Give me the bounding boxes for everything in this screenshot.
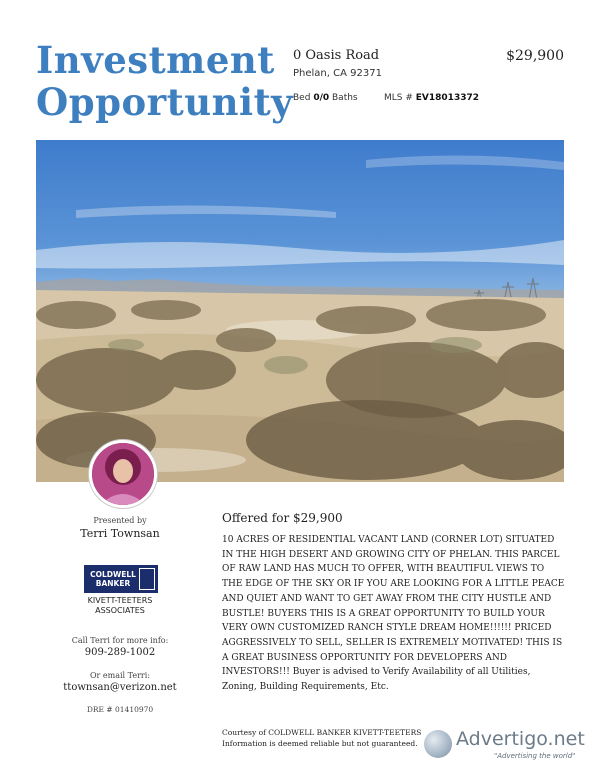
presented-by-label: Presented by: [93, 516, 147, 525]
bed-bath-value: 0/0: [313, 93, 330, 103]
listing-description: 10 ACRES OF RESIDENTIAL VACANT LAND (CORNER LOT) SITUATED IN THE HIGH DESERT AND GROWING CITY OF PHELAN. THIS PARCEL OF RAW LAND HAS MUCH TO OFFER, WITH BEAUTIFUL VIEWS TO THE EDGE OF THE SKY OR IF YOU ARE LOOKING FOR A LITTLE PEACE AND QUIET AND WANT TO GET AWAY FROM THE CITY HUSTLE AND BUSTLE! BUYERS THIS IS A GREAT OPPORTUNITY TO BUILD YOUR VERY OWN CUSTOMIZED RANCH STYLE DREAM HOME!!!!!! PRICED AGGRESSIVELY TO SELL, SELLER IS EXTREMELY MOTIVATED! THIS IS A GREAT BUSINESS OPPORTUNITY FOR DEVELOPERS AND INVESTORS!!! Buyer is advised to Verify Availability of all Utilities, Zoning, Building Requirements, Etc.: [222, 535, 565, 693]
agent-portrait-icon: [92, 443, 154, 505]
logo-box-icon: [139, 568, 155, 590]
bed-bath-info: [293, 93, 358, 103]
title-opportunity: Opportunity: [36, 80, 294, 124]
property-city: Phelan, CA 92371: [293, 68, 382, 79]
baths-label: Baths: [332, 93, 358, 103]
coldwell-banker-logo: [84, 565, 158, 593]
watermark-tagline: "Advertising the world": [494, 752, 576, 760]
courtesy-line: Courtesy of COLDWELL BANKER KIVETT-TEETERS: [222, 728, 422, 737]
offered-price: Offered for $29,900: [222, 511, 343, 525]
property-price: $29,900: [506, 48, 564, 64]
agent-email[interactable]: ttownsan@verizon.net: [63, 682, 177, 693]
bed-label: Bed: [293, 93, 311, 103]
mls-info: [384, 93, 479, 103]
agent-avatar: [89, 440, 157, 508]
logo-text-coldwell: COLDWELL: [90, 570, 136, 579]
disclaimer-line: Information is deemed reliable but not guaranteed.: [222, 739, 418, 748]
agent-name: Terri Townsan: [80, 527, 160, 540]
dre-number: DRE # 01410970: [86, 705, 154, 714]
agent-phone[interactable]: 909-289-1002: [84, 647, 156, 658]
advertigo-watermark: [422, 724, 590, 768]
mls-number: EV18013372: [415, 93, 479, 103]
globe-icon: [424, 730, 452, 758]
call-label: Call Terri for more info:: [71, 636, 169, 645]
courtesy-note: [222, 727, 421, 749]
desert-landscape-illustration: [36, 140, 564, 482]
watermark-name: Advertigo.net: [456, 728, 585, 750]
broker-name-line1: KIVETT-TEETERS: [87, 596, 153, 605]
email-label: Or email Terri:: [89, 671, 151, 680]
property-photo: [36, 140, 564, 482]
property-address: 0 Oasis Road: [293, 48, 380, 63]
title-investment: Investment: [36, 38, 275, 82]
logo-text-banker: BANKER: [95, 579, 131, 588]
mls-label: MLS #: [384, 93, 413, 103]
broker-name-line2: ASSOCIATES: [95, 606, 145, 615]
